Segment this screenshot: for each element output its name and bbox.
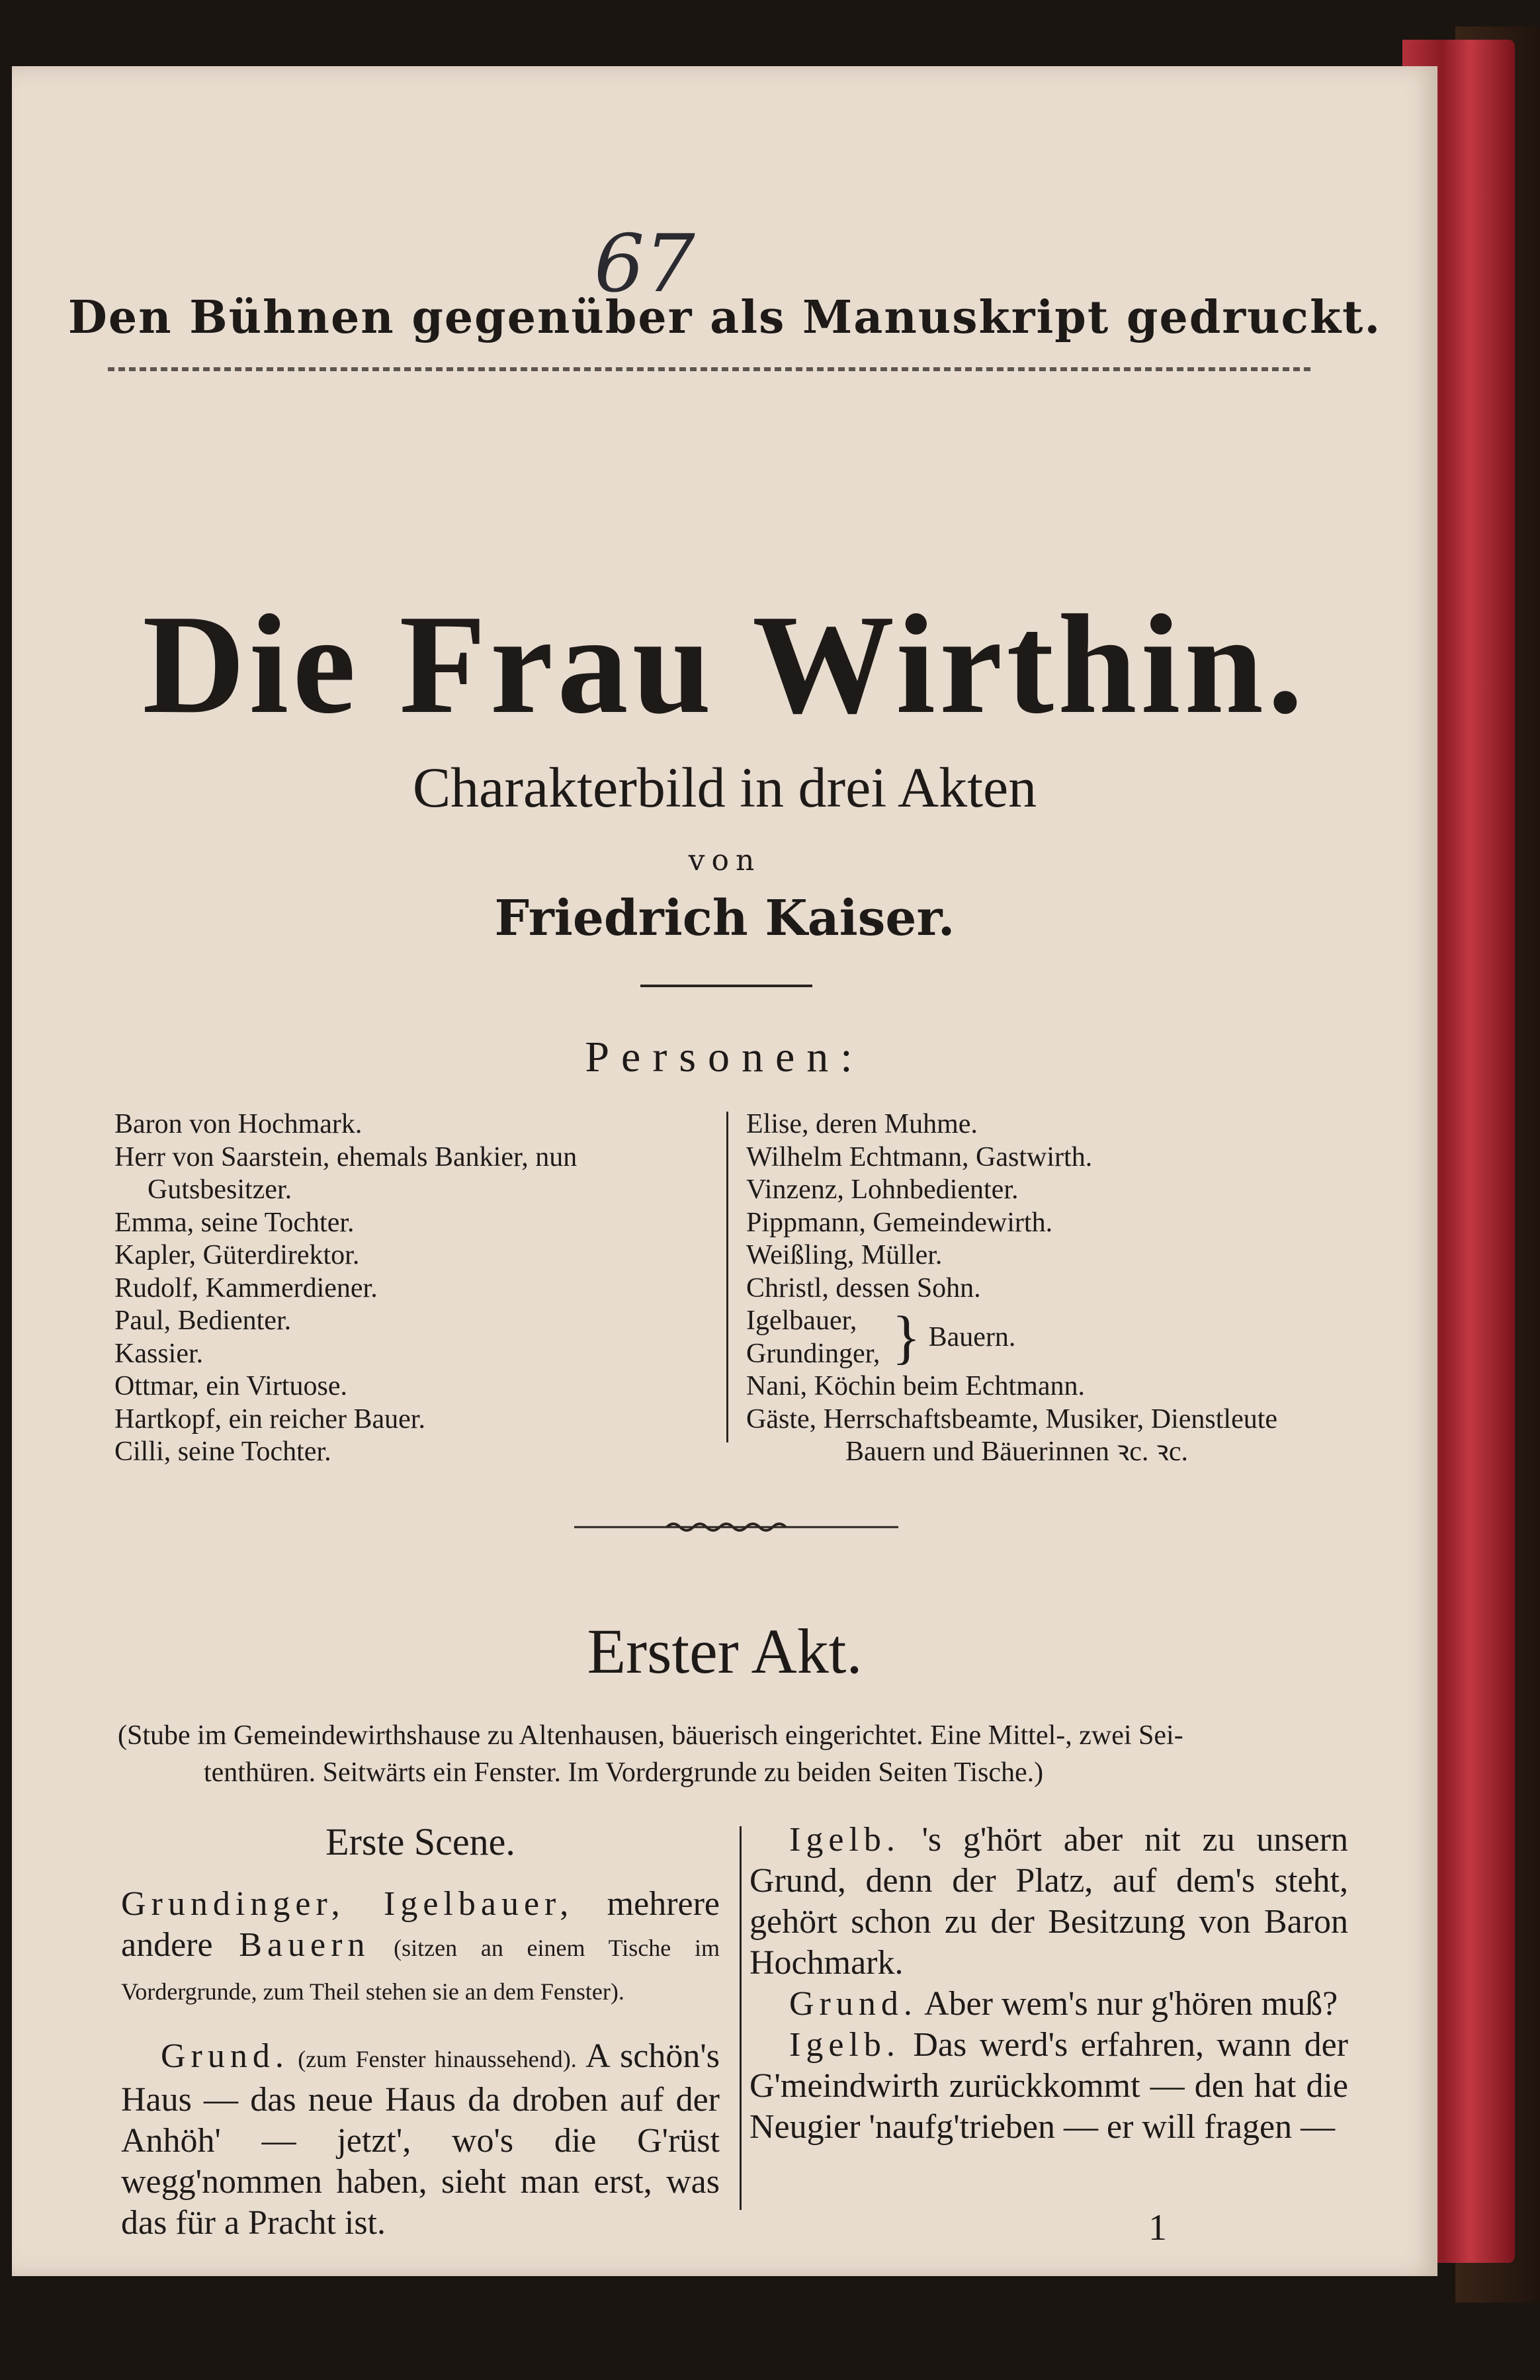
cast-entry: Nani, Köchin beim Echtmann. (746, 1371, 1086, 1401)
cast-entry: Kassier. (114, 1338, 204, 1369)
handwritten-folio-number: 67 (594, 218, 695, 310)
page-number: 1 (1148, 2207, 1167, 2248)
dialogue-paragraph (749, 1984, 1348, 2025)
cast-entry: Pippmann, Gemeindewirth. (746, 1207, 1053, 1238)
cast-entry: Elise, deren Muhme. (746, 1109, 978, 1139)
author-name: Friedrich Kaiser. (494, 890, 955, 947)
cast-entry: Ottmar, ein Virtuose. (114, 1371, 347, 1401)
scene-cast-rest: mehrere andere (121, 1885, 720, 1964)
scene-cast-names: Grundinger, Igelbauer, (121, 1885, 574, 1923)
text-column-right (749, 1820, 1348, 2148)
dialogue-paragraph (121, 2036, 720, 2244)
cast-entry: Weißling, Müller. (746, 1240, 943, 1270)
bauern-label: Bauern. (928, 1321, 1016, 1352)
cast-entry: Baron von Hochmark. (114, 1109, 363, 1139)
scene-cast-bauern: Bauern (239, 1926, 370, 1964)
manuscript-notice: Den Bühnen gegenüber als Manuskript gedruckt. (67, 291, 1382, 344)
cast-entry: Herr von Saarstein, ehemals Bankier, nun (114, 1141, 578, 1172)
bauern-group (746, 1305, 1328, 1370)
ornament-divider (574, 1522, 898, 1532)
stage-direction-line-1: (Stube im Gemeindewirthshause zu Altenhausen, bäuerisch eingerichtet. Eine Mittel-, zwei Sei- (118, 1720, 1183, 1751)
cast-entry: Emma, seine Tochter. (114, 1207, 355, 1238)
brace-icon: } (892, 1304, 921, 1370)
cast-entry: Igelbauer, (746, 1305, 857, 1336)
speaker-name: Igelb. (789, 1821, 900, 1859)
stage-direction (118, 1717, 1342, 1791)
speech-text: 's g'hört aber nit zu unsern Grund, denn der Platz, auf dem's steht, gehört schon zu der Besitzung von Baron Hochmark. (749, 1821, 1348, 1982)
stage-direction-line-2: tenthüren. Seitwärts ein Fenster. Im Vordergrunde zu beiden Seiten Tische.) (204, 1757, 1044, 1788)
speech-text: A schön's Haus — das neue Haus da droben auf der Anhöh' — jetzt', wo's die G'rüst wegg'nommen haben, sieht man erst, was das für a Pracht ist. (121, 2037, 720, 2242)
speech-text: Aber wem's nur g'hören muß? (917, 1985, 1338, 2023)
play-subtitle: Charakterbild in drei Akten (412, 756, 1037, 819)
cast-entry: Gutsbesitzer. (148, 1174, 292, 1205)
cast-list-left (114, 1108, 713, 1469)
cast-column-divider (726, 1112, 728, 1442)
cast-entry: Vinzenz, Lohnbedienter. (746, 1174, 1019, 1205)
by-line: von (688, 844, 761, 877)
wavy-rule-top (108, 367, 1312, 371)
dialogue-paragraph (749, 1820, 1348, 1984)
speaker-name: Igelb. (789, 2026, 900, 2064)
page (12, 66, 1437, 2276)
title-rule (640, 985, 812, 987)
speaker-direction: (zum Fenster hinaussehend). (288, 2046, 586, 2072)
speaker-name: Grund. (161, 2037, 289, 2075)
text-column-left (121, 1820, 720, 2244)
cast-entry: Paul, Bedienter. (114, 1305, 292, 1336)
text-column-divider (740, 1826, 742, 2210)
speaker-name: Grund. (789, 1985, 918, 2023)
cast-entry: Wilhelm Echtmann, Gastwirth. (746, 1141, 1093, 1172)
cast-entry: Grundinger, (746, 1338, 880, 1369)
scene-cast-note: (sitzen an einem Tische im Vordergrunde, zum Theil stehen sie an dem Fenster). (121, 1935, 720, 2005)
scene-cast (121, 1884, 720, 2012)
scene-heading: Erste Scene. (325, 1820, 515, 1863)
cast-entry: Christl, dessen Sohn. (746, 1272, 981, 1303)
cast-entry: Gäste, Herrschaftsbeamte, Musiker, Dienstleute (746, 1403, 1278, 1434)
cast-entry: Kapler, Güterdirektor. (114, 1240, 360, 1270)
dialogue-paragraph (749, 2025, 1348, 2148)
speech-text: Das werd's erfahren, wann der G'meindwirth zurückkommt — den hat die Neugier 'naufg'trieben — er will fragen — (749, 2026, 1348, 2146)
act-heading: Erster Akt. (587, 1616, 863, 1687)
cast-entry: Cilli, seine Tochter. (114, 1436, 331, 1467)
cast-entry: Rudolf, Kammerdiener. (114, 1272, 378, 1303)
persons-heading: Personen: (585, 1033, 865, 1081)
play-title: Die Frau Wirthin. (142, 585, 1307, 743)
cast-entry: Bauern und Bäuerinnen ꝛc. ꝛc. (845, 1436, 1188, 1467)
cast-entry: Hartkopf, ein reicher Bauer. (114, 1403, 425, 1434)
cast-list-right (746, 1108, 1328, 1469)
